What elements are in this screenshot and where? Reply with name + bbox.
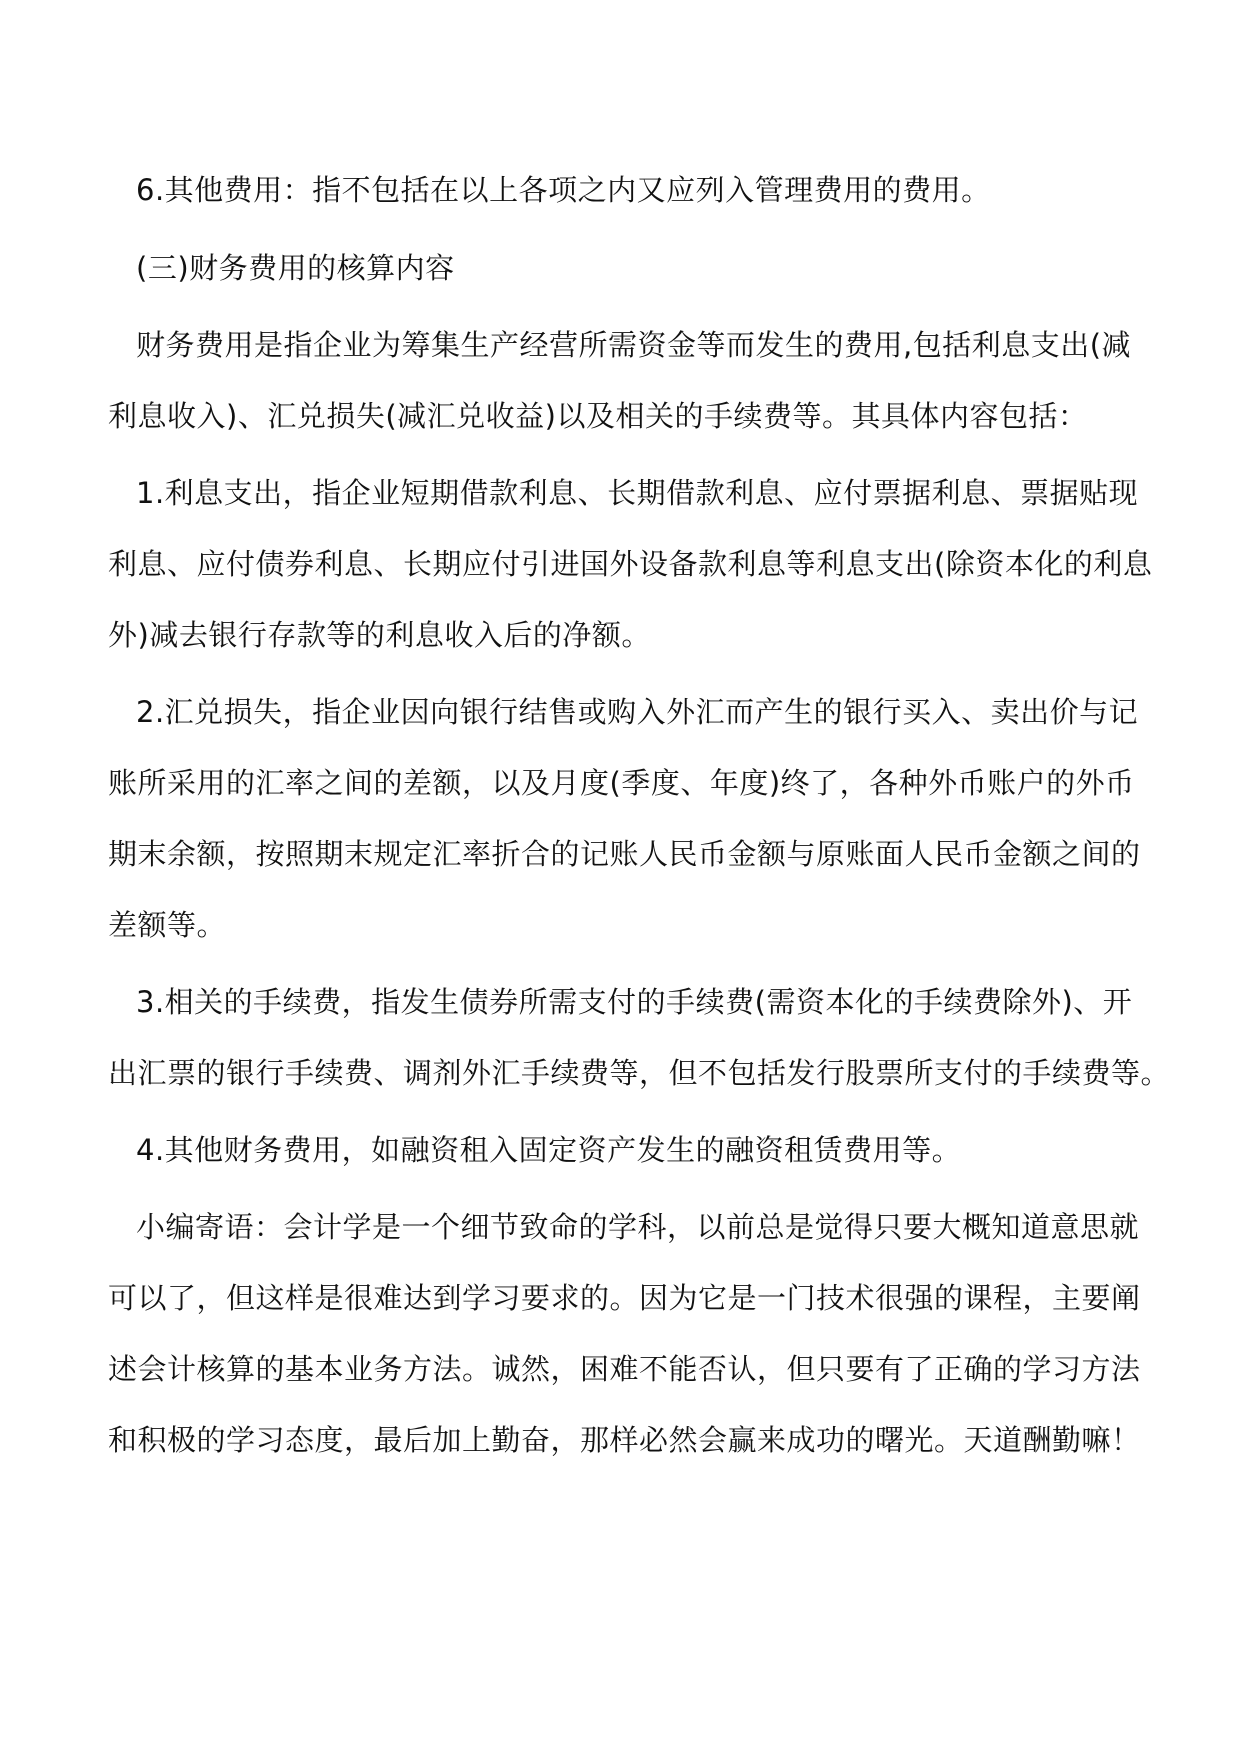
paragraph-editor-note-line-1: 小编寄语：会计学是一个细节致命的学科，以前总是觉得只要大概知道意思就 xyxy=(136,1210,1140,1244)
paragraph-fees-line-1: 3.相关的手续费，指发生债券所需支付的手续费(需资本化的手续费除外)、开 xyxy=(136,985,1133,1019)
paragraph-interest-line-2: 利息、应付债券利息、长期应付引进国外设备款利息等利息支出(除资本化的利息 xyxy=(108,547,1153,581)
paragraph-finance-definition-line-2: 利息收入)、汇兑损失(减汇兑收益)以及相关的手续费等。其具体内容包括： xyxy=(108,399,1088,433)
section-heading-finance-expenses: (三)财务费用的核算内容 xyxy=(136,251,455,285)
paragraph-editor-note-line-3: 述会计核算的基本业务方法。诚然，困难不能否认，但只要有了正确的学习方法 xyxy=(108,1352,1141,1386)
paragraph-exchange-loss-line-2: 账所采用的汇率之间的差额，以及月度(季度、年度)终了，各种外币账户的外币 xyxy=(108,766,1135,800)
paragraph-interest-line-1: 1.利息支出，指企业短期借款利息、长期借款利息、应付票据利息、票据贴现 xyxy=(136,476,1139,510)
paragraph-editor-note-line-4: 和积极的学习态度，最后加上勤奋，那样必然会赢来成功的曙光。天道酬勤嘛！ xyxy=(108,1423,1141,1457)
paragraph-other-finance-expenses: 4.其他财务费用，如融资租入固定资产发生的融资租赁费用等。 xyxy=(136,1133,962,1167)
paragraph-exchange-loss-line-1: 2.汇兑损失，指企业因向银行结售或购入外汇而产生的银行买入、卖出价与记 xyxy=(136,695,1139,729)
paragraph-exchange-loss-line-4: 差额等。 xyxy=(108,908,227,942)
paragraph-editor-note-line-2: 可以了，但这样是很难达到学习要求的。因为它是一门技术很强的课程，主要阐 xyxy=(108,1281,1141,1315)
paragraph-other-expenses: 6.其他费用：指不包括在以上各项之内又应列入管理费用的费用。 xyxy=(136,173,991,207)
paragraph-finance-definition-line-1: 财务费用是指企业为筹集生产经营所需资金等而发生的费用,包括利息支出(减 xyxy=(136,328,1132,362)
paragraph-interest-line-3: 外)减去银行存款等的利息收入后的净额。 xyxy=(108,618,651,652)
paragraph-exchange-loss-line-3: 期末余额，按照期末规定汇率折合的记账人民币金额与原账面人民币金额之间的 xyxy=(108,837,1141,871)
paragraph-fees-line-2: 出汇票的银行手续费、调剂外汇手续费等，但不包括发行股票所支付的手续费等。 xyxy=(108,1056,1171,1090)
